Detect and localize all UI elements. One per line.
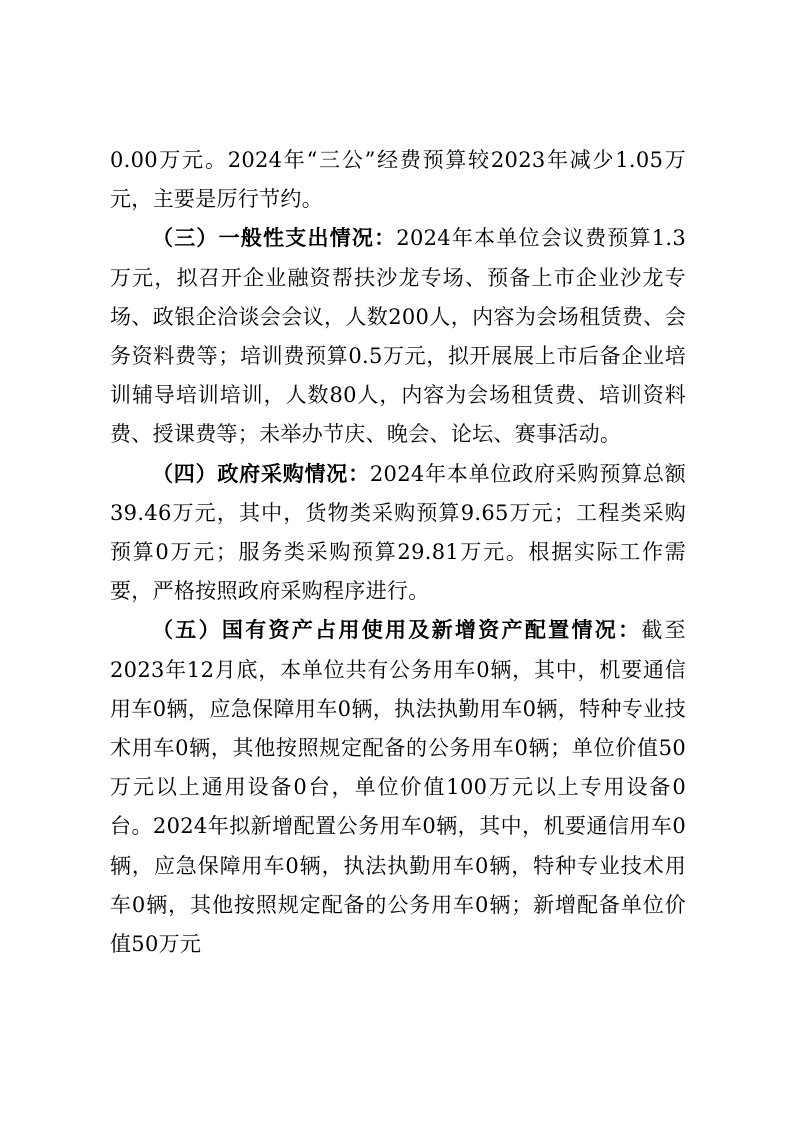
paragraph-state-assets — [110, 611, 686, 964]
paragraph-government-procurement — [110, 455, 686, 612]
paragraph-text: 2024年本单位会议费预算1.3万元，拟召开企业融资帮扶沙龙专场、预备上市企业沙龙专场、政银企洽谈会会议，人数200人，内容为会场租赁费、会务资料费等；培训费预算0.5万元，拟开展展上市后备企业培训辅导培训培训，人数80人，内容为会场租赁费、培训资料费、授课费等；未举办节庆、晚会、论坛、赛事活动。 — [110, 226, 686, 447]
section-heading-government-procurement: （四）政府采购情况： — [152, 461, 370, 486]
paragraph-sangong-budget — [110, 141, 686, 219]
section-heading-state-assets: （五）国有资产占用使用及新增资产配置情况： — [152, 618, 642, 643]
paragraph-text: 0.00万元。2024年“三公”经费预算较2023年减少1.05万元，主要是厉行节约。 — [110, 148, 686, 212]
section-heading-general-expenditure: （三）一般性支出情况： — [152, 226, 397, 251]
paragraph-text: 2024年本单位政府采购预算总额39.46万元，其中，货物类采购预算9.65万元；工程类采购预算0万元；服务类采购预算29.81万元。根据实际工作需要，严格按照政府采购程序进行。 — [110, 461, 686, 604]
paragraph-text: 截至2023年12月底，本单位共有公务用车0辆，其中，机要通信用车0辆，应急保障用车0辆，执法执勤用车0辆，特种专业技术用车0辆，其他按照规定配备的公务用车0辆；单位价值50万元以上通用设备0台，单位价值100万元以上专用设备0台。2024年拟新增配置公务用车0辆，其中，机要通信用车0辆，应急保障用车0辆，执法执勤用车0辆，特种专业技术用车0辆，其他按照规定配备的公务用车0辆；新增配备单位价值50万元 — [110, 618, 686, 957]
document-body — [110, 141, 686, 964]
paragraph-general-expenditure — [110, 219, 686, 454]
